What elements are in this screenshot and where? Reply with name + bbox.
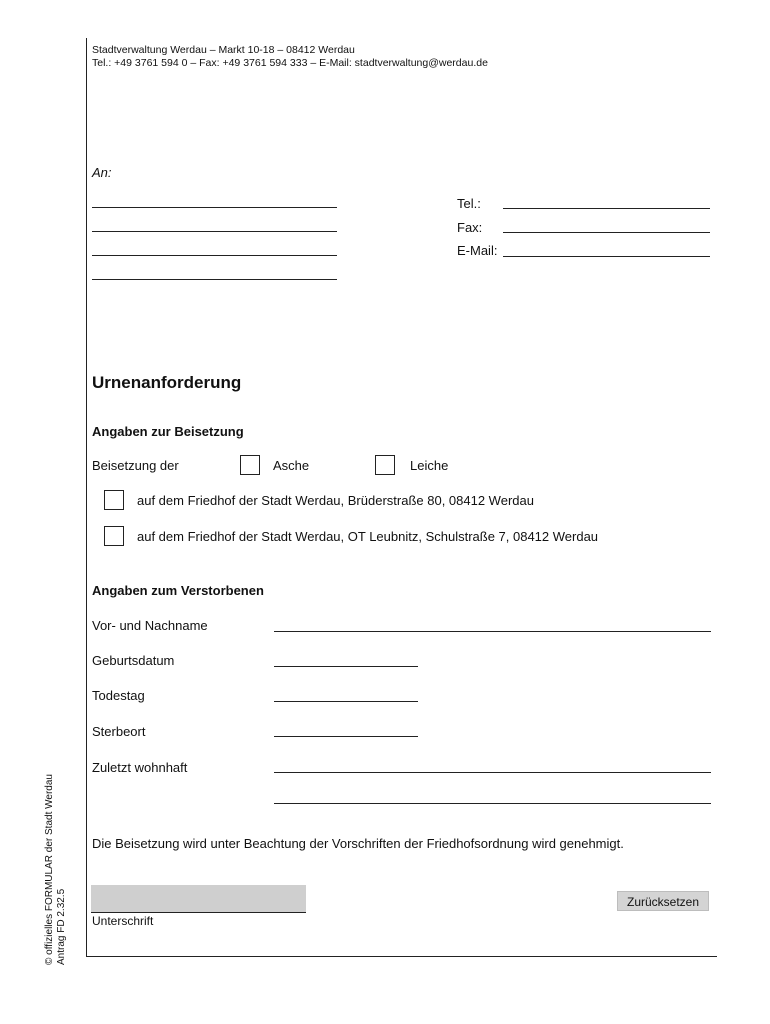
side-text-line-1: © offizielles FORMULAR der Stadt Werdau — [44, 774, 55, 965]
header-contact: Tel.: +49 3761 594 0 – Fax: +49 3761 594 333 – E-Mail: stadtverwaltung@werdau.de — [92, 57, 488, 69]
residence-field-2[interactable] — [274, 803, 711, 804]
recipient-line-1[interactable] — [92, 207, 337, 208]
approval-text: Die Beisetzung wird unter Beachtung der Vorschriften der Friedhofsordnung wird genehmigt. — [92, 836, 624, 851]
header-address: Stadtverwaltung Werdau – Markt 10-18 – 08412 Werdau — [92, 44, 355, 56]
email-field[interactable] — [503, 256, 710, 257]
burial-type-label: Beisetzung der — [92, 458, 179, 473]
deathdate-label: Todestag — [92, 688, 145, 703]
recipient-line-2[interactable] — [92, 231, 337, 232]
deathdate-field[interactable] — [274, 701, 418, 702]
asche-label: Asche — [273, 458, 310, 473]
cemetery-bruederstrasse-checkbox[interactable] — [104, 490, 124, 510]
signature-label: Unterschrift — [92, 914, 154, 928]
reset-button[interactable]: Zurücksetzen — [617, 891, 709, 911]
signature-field[interactable] — [91, 885, 306, 913]
deathplace-field[interactable] — [274, 736, 418, 737]
deathplace-label: Sterbeort — [92, 724, 146, 739]
form-id-sidebar — [44, 774, 68, 965]
cemetery-bruederstrasse-label: auf dem Friedhof der Stadt Werdau, Brüderstraße 80, 08412 Werdau — [137, 493, 534, 508]
cemetery-leubnitz-label: auf dem Friedhof der Stadt Werdau, OT Leubnitz, Schulstraße 7, 08412 Werdau — [137, 529, 599, 544]
name-label: Vor- und Nachname — [92, 618, 208, 633]
birthdate-label: Geburtsdatum — [92, 653, 175, 668]
birthdate-field[interactable] — [274, 666, 418, 667]
tel-label: Tel.: — [457, 196, 481, 211]
cemetery-leubnitz-checkbox[interactable] — [104, 526, 124, 546]
asche-checkbox[interactable] — [240, 455, 260, 475]
tel-field[interactable] — [503, 208, 710, 209]
residence-label: Zuletzt wohnhaft — [92, 760, 188, 775]
leiche-label: Leiche — [410, 458, 449, 473]
recipient-label: An: — [92, 165, 112, 180]
side-text-line-2: Antrag FD 2.32.5 — [56, 888, 67, 965]
recipient-line-4[interactable] — [92, 279, 337, 280]
deceased-heading: Angaben zum Verstorbenen — [92, 583, 264, 598]
residence-field-1[interactable] — [274, 772, 711, 773]
fax-label: Fax: — [457, 220, 483, 235]
leiche-checkbox[interactable] — [375, 455, 395, 475]
recipient-line-3[interactable] — [92, 255, 337, 256]
name-field[interactable] — [274, 631, 711, 632]
burial-heading: Angaben zur Beisetzung — [92, 424, 244, 439]
email-label: E-Mail: — [457, 243, 498, 258]
fax-field[interactable] — [503, 232, 710, 233]
page-title: Urnenanforderung — [92, 373, 242, 392]
